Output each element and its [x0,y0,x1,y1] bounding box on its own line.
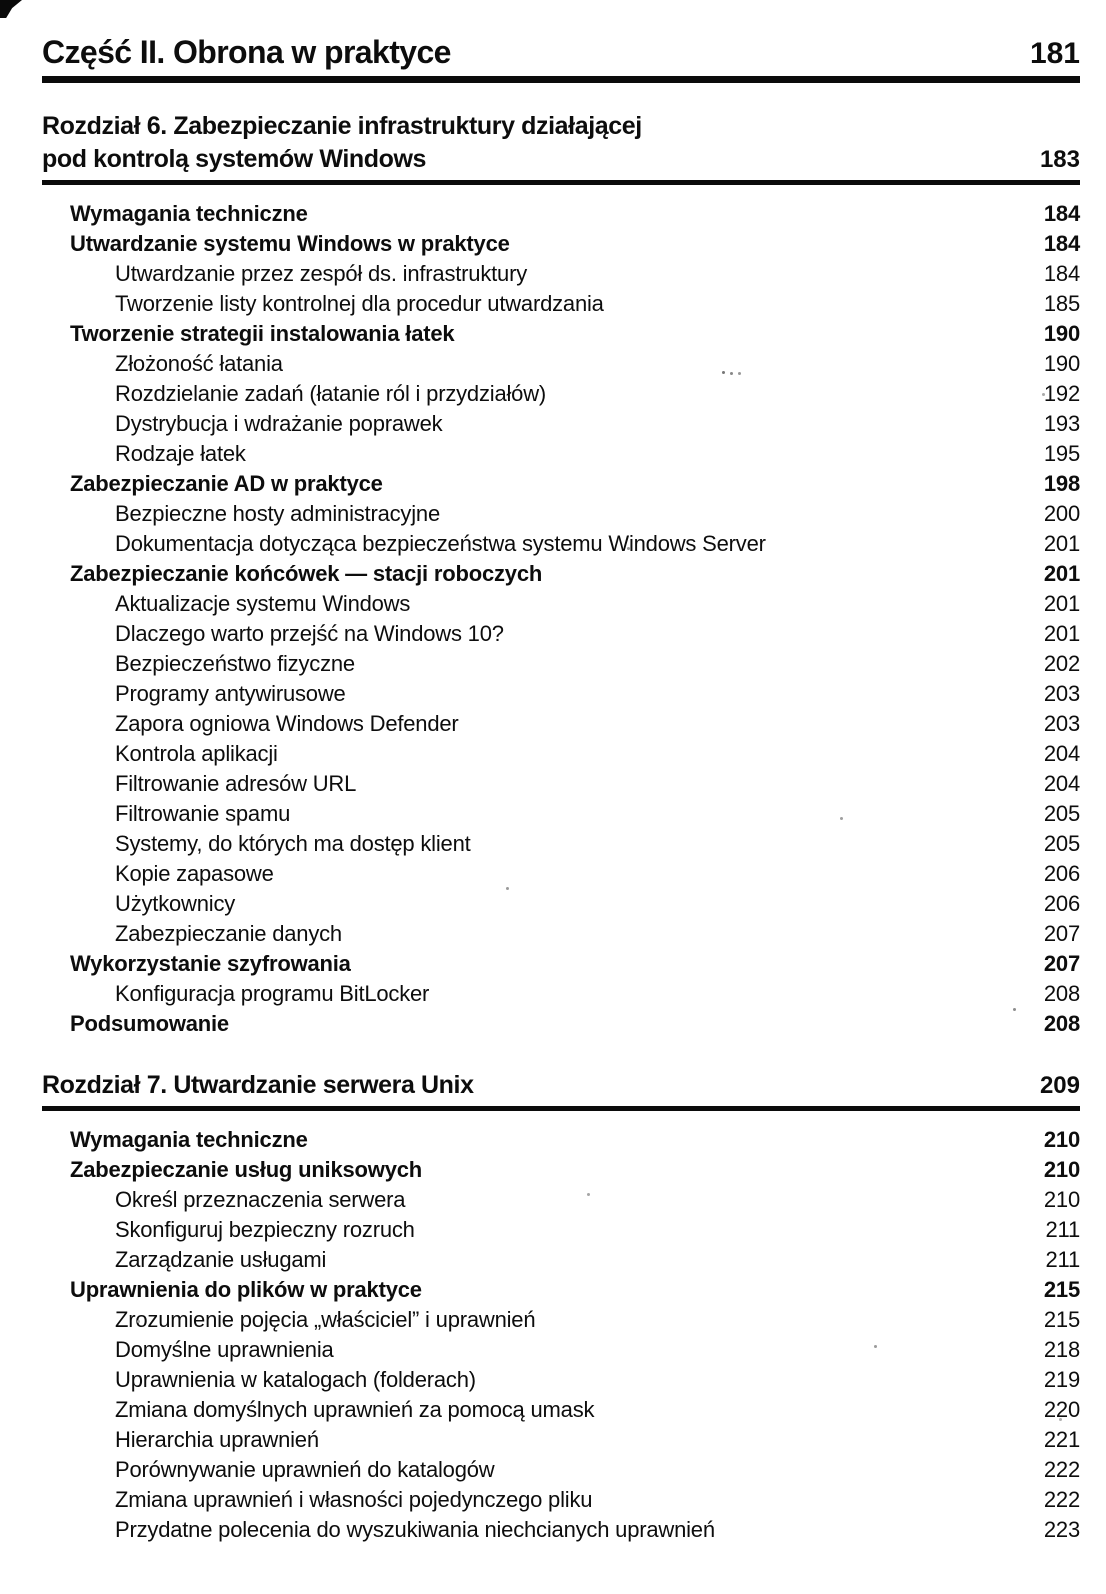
toc-entry-page-number: 210 [1043,1157,1080,1182]
scan-corner-artifact [0,0,22,18]
toc-entry-page-number: 202 [1043,651,1080,676]
toc-entry-row [42,319,1080,349]
toc-entry-title: Hierarchia uprawnień [115,1427,319,1452]
chapter-divider-rule [42,1106,1080,1111]
toc-entry-title: Programy antywirusowe [115,681,346,706]
toc-entry-row [42,1155,1080,1185]
toc-entry-title: Zrozumienie pojęcia „właściciel” i uprawnień [115,1307,536,1332]
chapter-title: Rozdział 7. Utwardzanie serwera Unix [42,1071,474,1099]
part-header [42,34,1080,71]
toc-entry-title: Użytkownicy [115,891,236,916]
chapter-title: Rozdział 6. Zabezpieczanie infrastruktury działającej pod kontrolą systemów Windows [42,112,642,173]
toc-entry-page-number: 207 [1043,951,1080,976]
toc-entry-row [42,949,1080,979]
toc-entry-title: Rodzaje łatek [115,441,246,466]
toc-entry-page-number: 205 [1043,801,1080,826]
toc-entry-page-number: 211 [1045,1247,1080,1272]
toc-entry-page-number: 190 [1043,321,1080,346]
toc-entry-row [42,619,1080,649]
toc-entry-row [42,439,1080,469]
toc-entry-row [42,739,1080,769]
toc-entry-row [42,1425,1080,1455]
toc-entry-title: Zabezpieczanie AD w praktyce [70,471,383,496]
toc-entry-title: Przydatne polecenia do wyszukiwania niechcianych uprawnień [115,1517,715,1542]
toc-entry-title: Systemy, do których ma dostęp klient [115,831,471,856]
toc-entry-page-number: 210 [1043,1127,1080,1152]
toc-entry-row [42,469,1080,499]
part-page-number: 181 [1029,37,1080,70]
chapter-page-number: 209 [1039,1072,1080,1099]
toc-entry-page-number: 208 [1043,1011,1080,1036]
toc-entry-page-number: 218 [1043,1337,1080,1362]
toc-entry-row [42,1009,1080,1039]
toc-entry-row [42,1395,1080,1425]
toc-entry-page-number: 219 [1043,1367,1080,1392]
toc-entry-title: Tworzenie listy kontrolnej dla procedur utwardzania [115,291,604,316]
toc-entry-page-number: 201 [1043,531,1080,556]
toc-entry-row [42,1455,1080,1485]
toc-entry-title: Filtrowanie spamu [115,801,291,826]
toc-entry-title: Wymagania techniczne [70,1127,308,1152]
toc-entry-row [42,1305,1080,1335]
toc-entry-row [42,829,1080,859]
toc-entry-title: Dlaczego warto przejść na Windows 10? [115,621,504,646]
toc-entry-row [42,649,1080,679]
toc-entry-page-number: 205 [1043,831,1080,856]
toc-entry-row [42,919,1080,949]
toc-entry-row [42,1275,1080,1305]
toc-entry-page-number: 206 [1043,891,1080,916]
toc-entry-page-number: 201 [1043,591,1080,616]
chapter-block [42,110,1080,1039]
toc-entry-page-number: 208 [1043,981,1080,1006]
toc-entry-row [42,1365,1080,1395]
toc-entry-page-number: 206 [1043,861,1080,886]
toc-entry-title: Rozdzielanie zadań (łatanie ról i przydziałów) [115,381,547,406]
toc-entry-row [42,559,1080,589]
toc-entry-page-number: 184 [1043,201,1080,226]
toc-entry-title: Wykorzystanie szyfrowania [70,951,351,976]
toc-entry-title: Zabezpieczanie danych [115,921,342,946]
toc-entry-title: Złożoność łatania [115,351,283,376]
toc-entry-page-number: 190 [1043,351,1080,376]
toc-entry-page-number: 220 [1043,1397,1080,1422]
toc-entry-title: Uprawnienia do plików w praktyce [70,1277,422,1302]
toc-entry-row [42,349,1080,379]
toc-entry-title: Filtrowanie adresów URL [115,771,357,796]
toc-entry-title: Skonfiguruj bezpieczny rozruch [115,1217,415,1242]
part-title: Część II. Obrona w praktyce [42,34,451,70]
toc-entry-row [42,1485,1080,1515]
toc-entry-page-number: 198 [1043,471,1080,496]
toc-entry-page-number: 215 [1043,1277,1080,1302]
toc-entry-row [42,259,1080,289]
toc-entry-title: Zabezpieczanie końcówek — stacji roboczych [70,561,543,586]
toc-entry-title: Określ przeznaczenia serwera [115,1187,406,1212]
toc-entry-page-number: 192 [1043,381,1080,406]
toc-entry-title: Utwardzanie systemu Windows w praktyce [70,231,510,256]
toc-entry-page-number: 222 [1043,1487,1080,1512]
part-divider-rule [42,76,1080,83]
toc-entry-title: Dokumentacja dotycząca bezpieczeństwa systemu Windows Server [115,531,766,556]
chapter-page-number: 183 [1039,146,1080,173]
toc-entry-row [42,1125,1080,1155]
toc-entry-title: Kopie zapasowe [115,861,274,886]
toc-entry-page-number: 222 [1043,1457,1080,1482]
toc-entry-row [42,1185,1080,1215]
toc-entry-row [42,589,1080,619]
toc-entry-title: Zmiana domyślnych uprawnień za pomocą umask [115,1397,595,1422]
toc-entry-title: Bezpieczne hosty administracyjne [115,501,440,526]
toc-entry-row [42,859,1080,889]
toc-entry-row [42,529,1080,559]
toc-entry-page-number: 223 [1043,1517,1080,1542]
toc-entry-title: Podsumowanie [70,1011,229,1036]
toc-entry-row [42,709,1080,739]
toc-entry-page-number: 201 [1043,621,1080,646]
toc-entry-title: Dystrybucja i wdrażanie poprawek [115,411,443,436]
toc-entry-row [42,1335,1080,1365]
chapter-block [42,1069,1080,1545]
toc-entry-page-number: 211 [1045,1217,1080,1242]
toc-entry-title: Domyślne uprawnienia [115,1337,334,1362]
chapter-header [42,1069,1080,1102]
toc-entry-row [42,409,1080,439]
toc-entry-title: Zabezpieczanie usług uniksowych [70,1157,422,1182]
toc-entry-row [42,379,1080,409]
toc-entry-title: Zmiana uprawnień i własności pojedynczego pliku [115,1487,593,1512]
toc-entry-page-number: 203 [1043,711,1080,736]
toc-entry-row [42,769,1080,799]
toc-entry-row [42,1515,1080,1545]
toc-entry-title: Konfiguracja programu BitLocker [115,981,430,1006]
toc-entry-title: Bezpieczeństwo fizyczne [115,651,355,676]
chapter-header [42,110,1080,176]
toc-entry-row [42,1245,1080,1275]
toc-entry-row [42,289,1080,319]
toc-entries [42,199,1080,1039]
toc-entry-title: Zarządzanie usługami [115,1247,327,1272]
toc-entry-title: Porównywanie uprawnień do katalogów [115,1457,495,1482]
toc-entry-page-number: 200 [1043,501,1080,526]
toc-entry-title: Kontrola aplikacji [115,741,278,766]
toc-entry-page-number: 207 [1043,921,1080,946]
scan-noise [722,371,725,374]
toc-entry-page-number: 193 [1043,411,1080,436]
toc-entry-page-number: 201 [1043,561,1080,586]
chapter-divider-rule [42,180,1080,185]
toc-entries [42,1125,1080,1545]
toc-entry-row [42,799,1080,829]
toc-entry-row [42,229,1080,259]
toc-entry-title: Zapora ogniowa Windows Defender [115,711,459,736]
toc-entry-row [42,199,1080,229]
toc-entry-page-number: 210 [1043,1187,1080,1212]
toc-entry-row [42,1215,1080,1245]
toc-entry-page-number: 204 [1043,741,1080,766]
toc-entry-title: Wymagania techniczne [70,201,308,226]
toc-entry-title: Tworzenie strategii instalowania łatek [70,321,455,346]
toc-entry-row [42,679,1080,709]
chapters-container [42,110,1080,1545]
toc-entry-title: Aktualizacje systemu Windows [115,591,411,616]
toc-entry-page-number: 185 [1043,291,1080,316]
toc-entry-row [42,499,1080,529]
toc-entry-row [42,889,1080,919]
toc-entry-page-number: 203 [1043,681,1080,706]
toc-entry-title: Uprawnienia w katalogach (folderach) [115,1367,476,1392]
toc-entry-row [42,979,1080,1009]
toc-entry-title: Utwardzanie przez zespół ds. infrastruktury [115,261,528,286]
toc-entry-page-number: 184 [1043,231,1080,256]
toc-entry-page-number: 221 [1043,1427,1080,1452]
toc-entry-page-number: 215 [1043,1307,1080,1332]
toc-entry-page-number: 204 [1043,771,1080,796]
toc-entry-page-number: 184 [1043,261,1080,286]
toc-entry-page-number: 195 [1043,441,1080,466]
